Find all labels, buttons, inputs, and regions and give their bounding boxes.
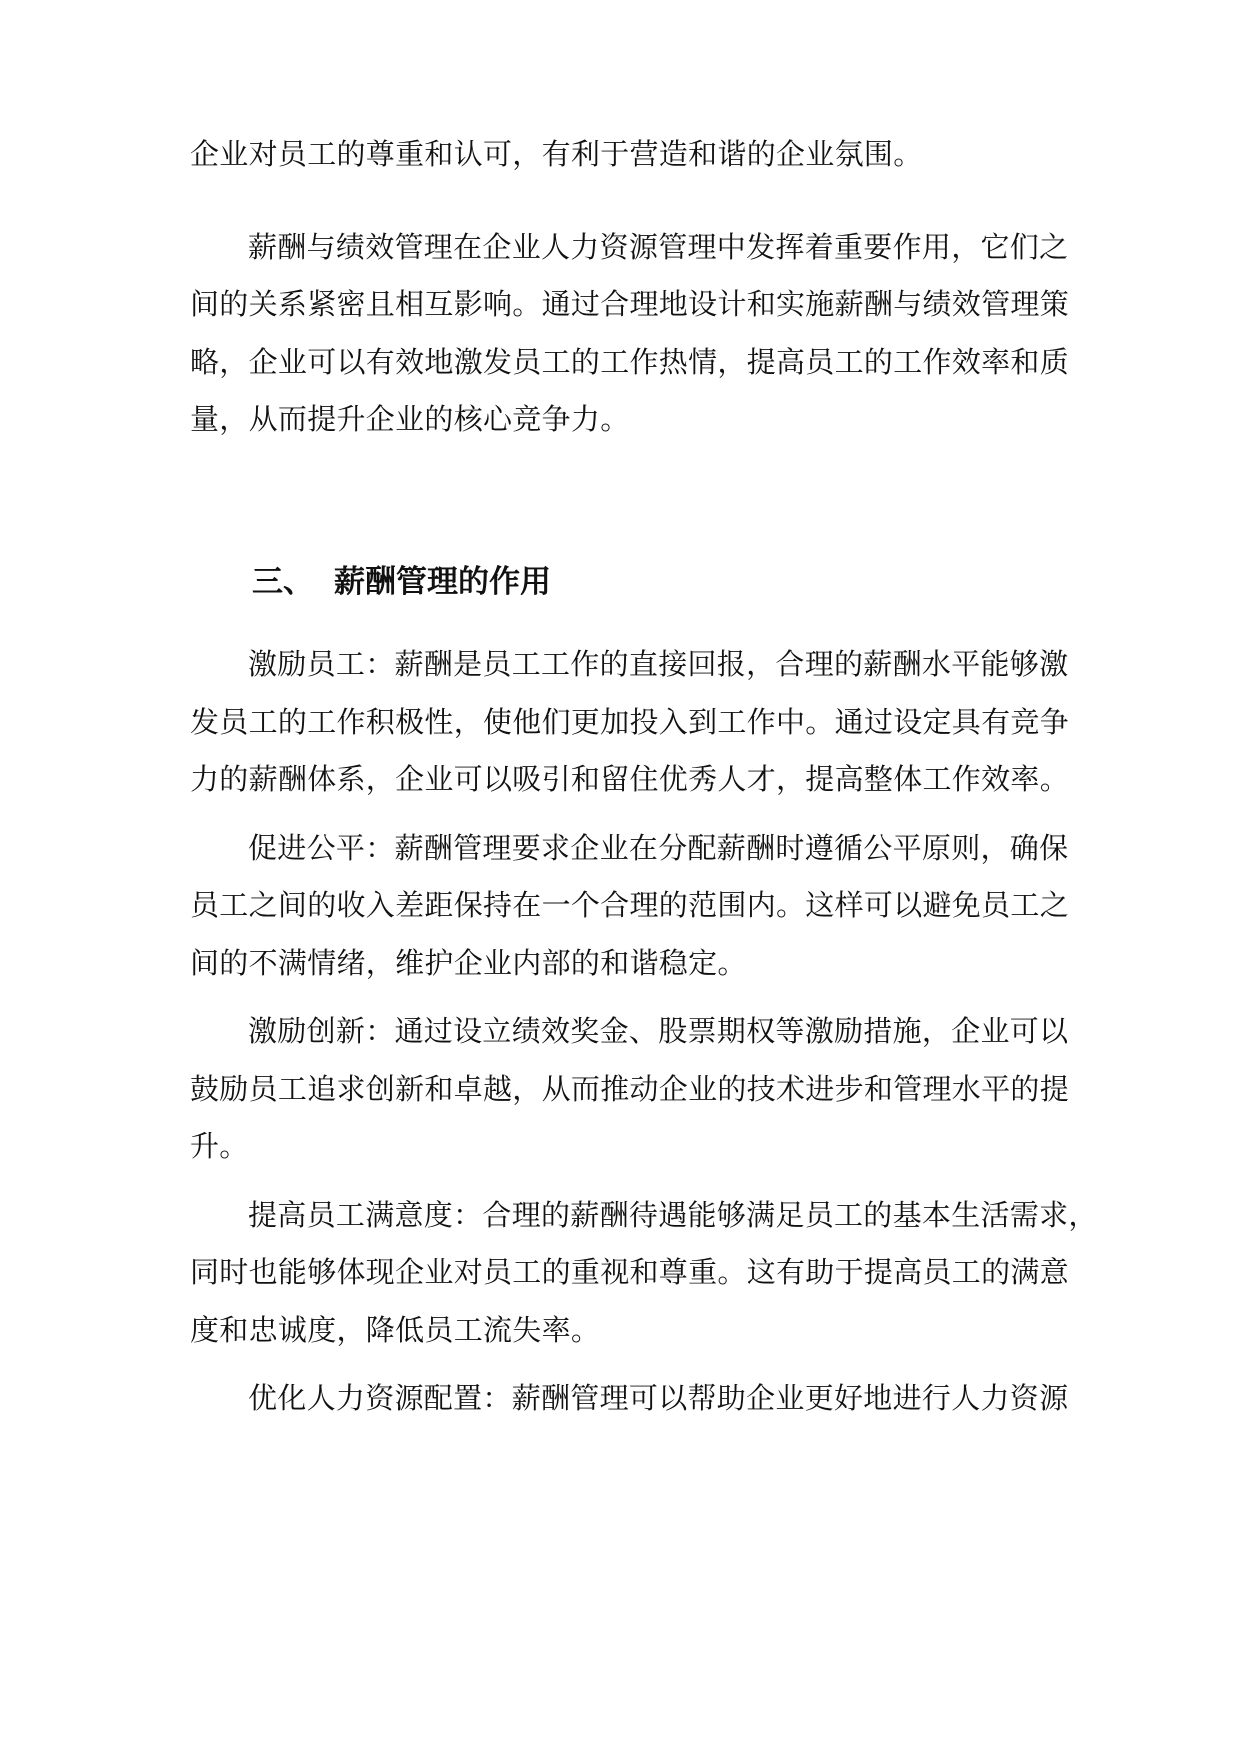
paragraph-line: 鼓励员工追求创新和卓越，从而推动企业的技术进步和管理水平的提 [190, 1071, 1070, 1106]
paragraph-line: 同时也能够体现企业对员工的重视和尊重。这有助于提高员工的满意 [190, 1255, 1070, 1289]
section-title: 薪酬管理的作用 [334, 564, 551, 600]
paragraph-line: 升。 [190, 1129, 249, 1163]
paragraph-line: 优化人力资源配置：薪酬管理可以帮助企业更好地进行人力资源 [248, 1381, 1069, 1415]
paragraph-line: 提高员工满意度：合理的薪酬待遇能够满足员工的基本生活需求， [248, 1197, 1098, 1232]
paragraph-line: 略，企业可以有效地激发员工的工作热情，提高员工的工作效率和质 [190, 344, 1070, 379]
section-body [190, 636, 1098, 1428]
paragraph-line: 激励创新：通过设立绩效奖金、股票期权等激励措施，企业可以 [248, 1014, 1069, 1048]
paragraph-line: 薪酬与绩效管理在企业人力资源管理中发挥着重要作用，它们之 [248, 229, 1069, 264]
paragraph-line: 促进公平：薪酬管理要求企业在分配薪酬时遵循公平原则，确保 [248, 830, 1069, 865]
paragraph-line: 量，从而提升企业的核心竞争力。 [190, 402, 630, 436]
paragraph-line: 企业对员工的尊重和认可，有利于营造和谐的企业氛围。 [190, 137, 923, 171]
paragraph-line: 力的薪酬体系，企业可以吸引和留住优秀人才，提高整体工作效率。 [190, 762, 1070, 796]
section-number: 三、 [252, 564, 314, 600]
paragraph-line: 员工之间的收入差距保持在一个合理的范围内。这样可以避免员工之 [190, 888, 1070, 922]
paragraph-line: 间的关系紧密且相互影响。通过合理地设计和实施薪酬与绩效管理策 [190, 287, 1070, 321]
paragraph-line: 间的不满情绪，维护企业内部的和谐稳定。 [190, 945, 747, 980]
intro-block [190, 126, 1070, 449]
paragraph-line: 激励员工：薪酬是员工工作的直接回报，合理的薪酬水平能够激 [248, 647, 1069, 681]
paragraph-line: 发员工的工作积极性，使他们更加投入到工作中。通过设定具有竞争 [190, 704, 1070, 739]
section-heading [252, 556, 551, 608]
paragraph-line: 度和忠诚度，降低员工流失率。 [190, 1312, 601, 1347]
